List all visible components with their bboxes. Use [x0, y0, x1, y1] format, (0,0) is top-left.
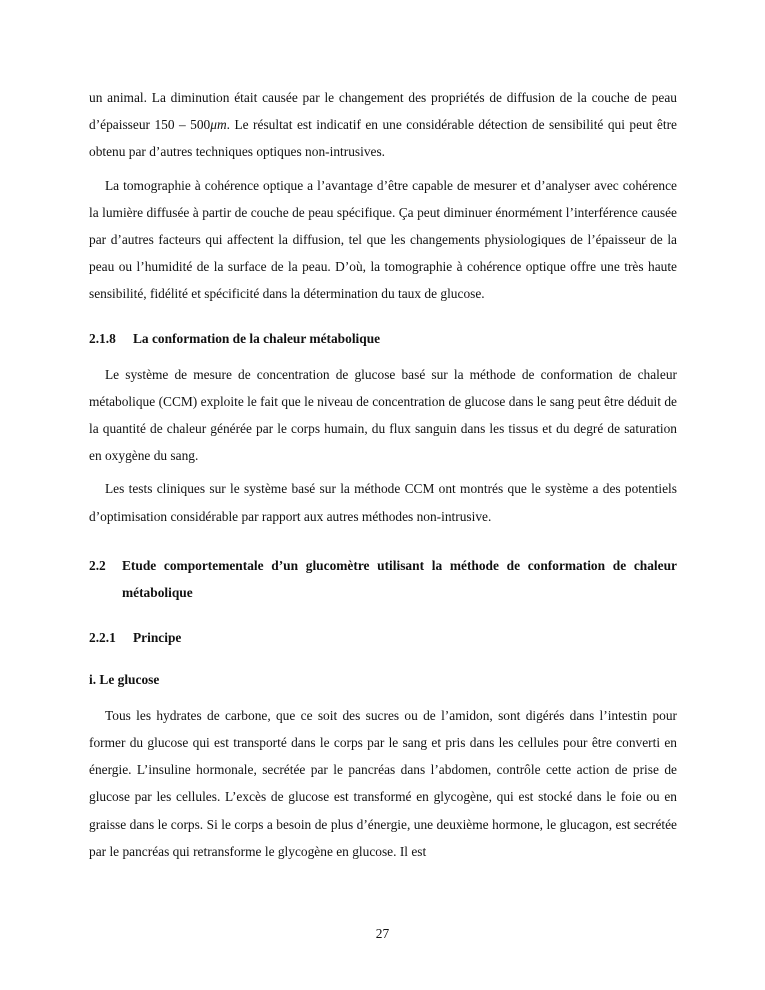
paragraph-oct: La tomographie à cohérence optique a l’avantage d’être capable de mesurer et d’analyser avec cohérence la lumière diffusée à partir de couche de peau spécifique. Ça peut diminuer énormément l’interférence causée par d’autres facteurs qui affectent la diffusion, tel que les changements physiologiques de l’épaisseur de la peau ou l’humidité de la surface de la peau. D’où, la tomographie à cohérence optique offre une très haute sensibilité, fidélité et spécificité dans la détermination du taux de glucose. — [89, 177, 677, 302]
section-number: 2.2.1 — [89, 629, 116, 645]
paragraph-text: un animal. La diminution était causée par le changement des propriétés de diffusion de la couche de peau d’épaisseur 150 – 500 — [89, 90, 677, 133]
section-number: 2.1.8 — [89, 330, 116, 346]
section-title: Principe — [133, 629, 182, 645]
paragraph-glucose: Tous les hydrates de carbone, que ce soit des sucres ou de l’amidon, sont digérés dans l’intestin pour former du glucose qui est transporté dans le corps par le sang et pris dans les cellules pour être converti en énergie. L’insuline hormonale, secrétée par le pancréas dans l’abdomen, contrôle cette action de prise de glucose par les cellules. L’excès de glucose est transformé en glycogène, qui est stocké dans le foie ou en graisse dans le corps. Si le corps a besoin de plus d’énergie, une deuxième hormone, le glucagon, est secrétée par le pancréas qui retransforme le glycogène en glucose. Il est — [89, 707, 677, 859]
paragraph-heading-glucose: i. Le glucose — [89, 671, 160, 687]
section-title: La conformation de la chaleur métabolique — [133, 330, 381, 346]
page-body — [89, 84, 677, 865]
paragraph-ccm-tests: Les tests cliniques sur le système basé sur la méthode CCM ont montrés que le système a des potentiels d’optimisation considérable par rapport aux autres méthodes non-intrusive. — [89, 481, 677, 524]
subsection-heading-2-2-1 — [89, 624, 677, 651]
section-title: Etude comportementale d’un glucomètre utilisant la méthode de conformation de chaleur métabolique — [122, 557, 677, 600]
page-number: 27 — [375, 926, 390, 941]
micrometer-unit: μm — [210, 117, 227, 133]
paragraph-text: . Le résultat est indicatif en une considérable détection de sensibilité qui peut être obtenu par d’autres techniques optiques non-intrusives. — [89, 117, 677, 160]
paragraph-ccm-method: Le système de mesure de concentration de glucose basé sur la méthode de conformation de chaleur métabolique (CCM) exploite le fait que le niveau de concentration de glucose dans le sang peut être déduit de la quantité de chaleur générée par le corps humain, du flux sanguin dans les tissus et du degré de saturation en oxygène du sang. — [89, 366, 677, 464]
paragraph-optical-diffusion — [89, 84, 677, 166]
section-heading-2-1-8 — [89, 325, 677, 352]
section-heading-2-2 — [89, 552, 677, 606]
section-number: 2.2 — [89, 557, 106, 573]
